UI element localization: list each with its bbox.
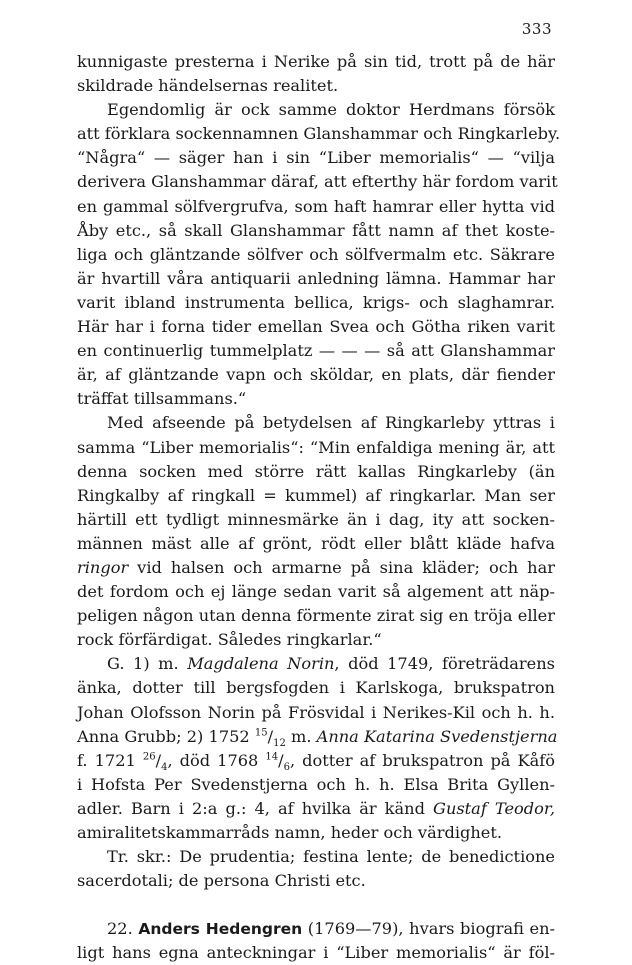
text-line: derivera Glanshammar däraf, att efterthy här fordom varit: [77, 172, 558, 192]
text-span: m.: [290, 726, 312, 746]
section-number: 22.: [107, 919, 133, 939]
text-line: f. 1721 $^{26}/_4$, död 1768 $^{14}/_6$, dotter af brukspatron på Kåfö: [77, 750, 555, 773]
text-line: Med afseende på betydelsen af Ringkarleby yttras i: [107, 413, 555, 433]
text-line: änka, dotter till bergsfogden i Karlskoga, brukspatron: [77, 678, 555, 698]
text-line: samma “Liber memorialis“: “Min enfaldiga mening är, att: [77, 437, 555, 457]
text-line: ligt hans egna anteckningar i “Liber memorialis“ är föl-: [77, 943, 555, 963]
text-line: [77, 917, 555, 941]
italic-name: Magdalena Norin: [187, 654, 335, 674]
text-span: , dotter af brukspatron på Kåfö: [289, 750, 555, 770]
paragraph-gap: [77, 893, 555, 917]
text-line: Egendomlig är ock samme doktor Herdmans försök: [107, 100, 555, 120]
text-line: det fordom och ej länge sedan varit så algement att näp-: [77, 582, 555, 602]
text-line: en continuerlig tummelplatz — — — så att Glanshammar: [77, 341, 555, 361]
italic-word: ringor: [77, 557, 129, 577]
text-line: Tr. skr.: De prudentia; festina lente; de benedictione: [107, 847, 555, 867]
text-line: [77, 556, 555, 580]
text-line: kunnigaste presterna i Nerike på sin tid, trott på de här: [77, 52, 555, 71]
text-span: G. 1) m.: [107, 654, 179, 674]
text-span: , död 1768: [167, 750, 259, 770]
text-line: skildrade händelsernas realitet.: [77, 76, 339, 96]
text-line: härtill ett tydligt minnesmärke än i dag, ity att socken-: [77, 509, 555, 529]
text-span: adler. Barn i 2:a g.: 4, af hvilka är känd: [77, 798, 425, 818]
date-sup: 15: [254, 727, 268, 739]
text-line: rock förfärdigat. Således ringkarlar.“: [77, 630, 382, 650]
italic-name: Gustaf Teodor,: [433, 798, 555, 818]
text-line: att förklara sockennamnen Glanshammar och Ringkarleby.: [77, 124, 561, 144]
body-text: [77, 50, 561, 965]
bold-name: Anders Hedengren: [138, 920, 303, 939]
text-line: “Några“ — säger han i sin “Liber memorialis“ — “vilja: [77, 148, 555, 168]
text-line: en gammal sölfvergrufva, som haft hamrar eller hytta vid: [77, 196, 555, 216]
date-sup: 14: [265, 751, 279, 763]
text-line: är, af gläntzande vapn och sköldar, en plats, där fiender: [77, 365, 555, 385]
text-span: f. 1721: [77, 750, 136, 770]
date-sup: 26: [142, 751, 156, 763]
text-line: är hvartill våra antiquarii anledning lämna. Hammar har: [77, 268, 555, 288]
text-line: Anna Grubb; 2) 1752 $^{15}/_{12}$ m. Anna Katarina Svedenstjerna: [77, 726, 558, 749]
text-line: sacerdotali; de persona Christi etc.: [77, 871, 366, 891]
text-line: Åby etc., så skall Glanshammar fått namn af thet koste-: [77, 220, 555, 240]
text-span: (1769—79), hvars biografi en-: [307, 919, 555, 939]
text-line: amiralitetskammarråds namn, heder och värdighet.: [77, 823, 503, 842]
text-line: [77, 652, 555, 676]
text-line: [77, 797, 555, 821]
text-line: Ringkalby af ringkall = kummel) af ringkarlar. Man ser: [77, 485, 555, 505]
text-span: Anna Grubb; 2) 1752: [77, 726, 250, 746]
text-span: , död 1749, företrädarens: [334, 654, 555, 674]
text-line: männen mäst alle af grönt, rödt eller blått kläde hafva: [77, 533, 555, 553]
text-line: peligen någon utan denna förmente zirat sig en tröja eller: [77, 606, 555, 626]
text-line: liga och gläntzande sölfver och sölfvermalm etc. Säkrare: [77, 244, 555, 264]
date-sub: 4: [161, 761, 168, 773]
date-sub: 12: [273, 737, 286, 749]
italic-name: Anna Katarina Svedenstjerna: [316, 726, 558, 746]
text-line: Här har i forna tider emellan Svea och Götha riken varit: [77, 317, 555, 337]
date-sub: 6: [283, 761, 290, 773]
page-number: 333: [521, 20, 552, 38]
text-line: varit ibland instrumenta bellica, krigs- och slaghamrar.: [77, 292, 555, 312]
text-line: träffat tillsammans.“: [77, 389, 247, 409]
text-line: i Hofsta Per Svedenstjerna och h. h. Elsa Brita Gyllen-: [77, 774, 555, 794]
text-span: vid halsen och armarne på sina kläder; och har: [137, 557, 555, 577]
text-line: Johan Olofsson Norin på Frösvidal i Nerikes-Kil och h. h.: [77, 702, 555, 722]
text-line: denna socken med större rätt kallas Ringkarleby (än: [77, 461, 555, 481]
